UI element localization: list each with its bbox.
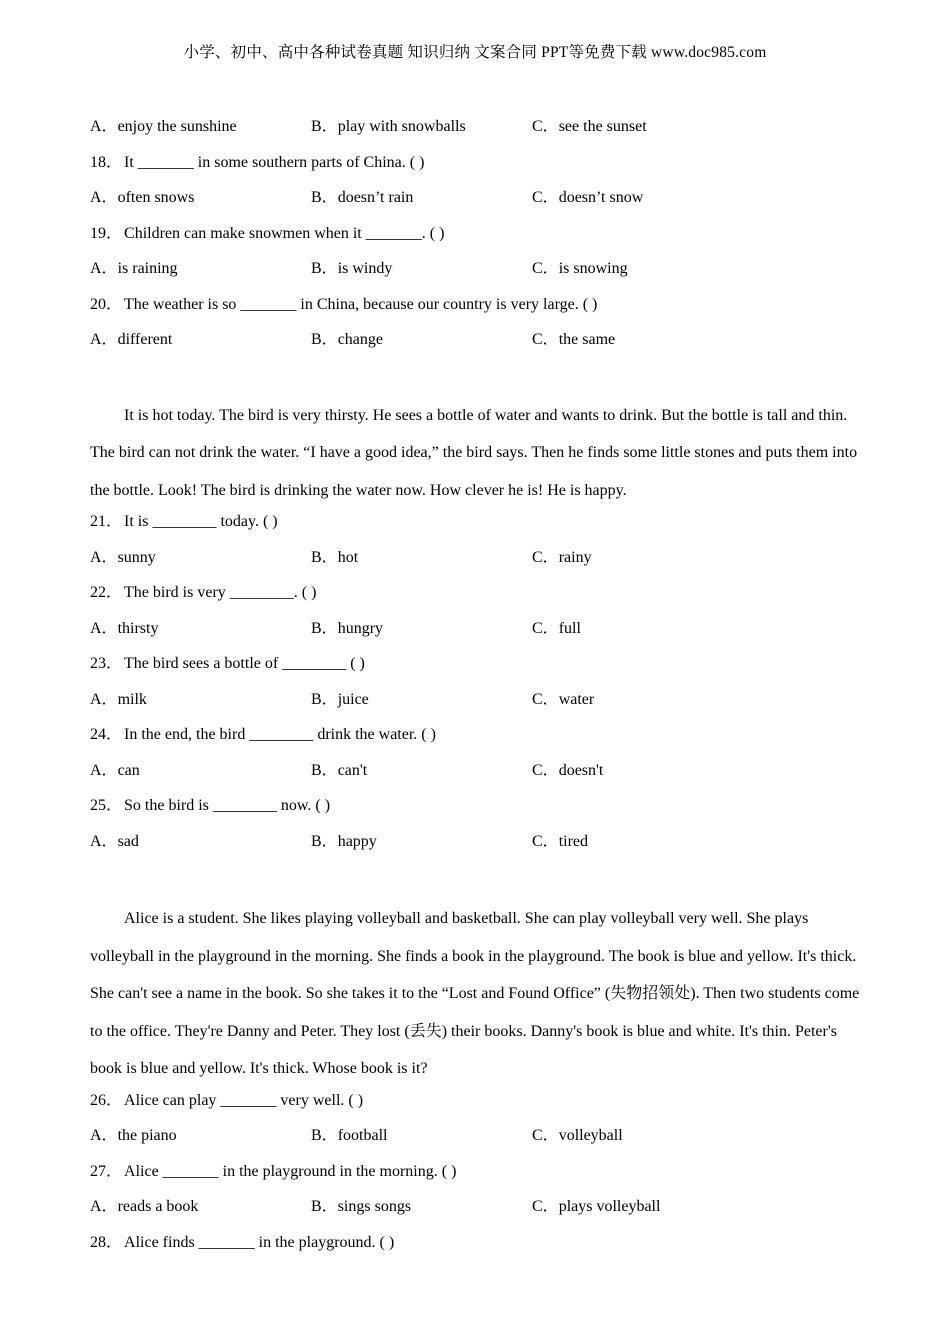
option-a[interactable]	[90, 616, 311, 652]
section-spacer	[90, 864, 870, 900]
option-c[interactable]	[532, 616, 581, 652]
option-letter: B．	[311, 331, 338, 348]
option-letter: A．	[90, 761, 118, 779]
option-text: happy	[337, 832, 377, 850]
option-c[interactable]	[532, 185, 643, 221]
question-number: 23．	[90, 655, 123, 672]
option-letter: C．	[532, 118, 559, 135]
option-letter: B．	[311, 260, 338, 277]
question-block-26	[90, 1088, 870, 1159]
option-a[interactable]	[90, 114, 311, 150]
question-number: 19．	[90, 224, 123, 242]
option-letter: A．	[90, 189, 118, 206]
question-text: The bird is very ________. ( )	[124, 584, 317, 601]
question-text: Alice finds _______ in the playground. ( )	[124, 1233, 395, 1251]
page-header: 小学、初中、高中各种试卷真题 知识归纳 文案合同 PPT等免费下载 www.doc985.com	[183, 44, 767, 61]
question-block-28	[90, 1230, 870, 1266]
question-stem	[90, 221, 870, 257]
option-c[interactable]	[532, 829, 588, 865]
question-stem	[90, 150, 870, 186]
option-a[interactable]	[90, 1123, 311, 1159]
question-text: The weather is so _______ in China, because our country is very large. ( )	[124, 295, 598, 313]
question-block-23	[90, 651, 870, 722]
question-text: Alice can play _______ very well. ( )	[124, 1091, 364, 1109]
option-letter: A．	[90, 548, 118, 566]
question-text: It is ________ today. ( )	[124, 513, 278, 530]
option-letter: A．	[90, 1127, 118, 1144]
options-row	[90, 1194, 870, 1230]
question-number: 24．	[90, 726, 123, 743]
options-row	[90, 687, 870, 723]
option-letter: A．	[90, 118, 118, 135]
question-block-25	[90, 793, 870, 864]
option-letter: C．	[532, 1198, 559, 1215]
reading-passage-alice: Alice is a student. She likes playing volleyball and basketball. She can play volleyball very well. She plays volleyball in the playground in the morning. She finds a book in the playground. The book is blue and yellow. It's thick. She can't see a name in the book. So she takes it to the “Lost and Found Office” (失物招领处). Then two students come to the office. They're Danny and Peter. They lost (丢失) their books. Danny's book is blue and white. It's thin. Peter's book is blue and yellow. It's thick. Whose book is it?	[90, 910, 860, 1077]
option-letter: A．	[90, 619, 118, 637]
question-text: In the end, the bird ________ drink the water. ( )	[124, 726, 436, 743]
option-text: thirsty	[117, 619, 159, 637]
option-letter: C．	[532, 761, 559, 779]
option-text: reads a book	[117, 1198, 199, 1215]
options-row	[90, 185, 870, 221]
option-letter: B．	[311, 118, 338, 135]
options-row	[90, 114, 870, 150]
option-letter: C．	[532, 690, 559, 708]
option-text: rainy	[558, 548, 592, 566]
option-text: juice	[337, 690, 369, 708]
option-text: milk	[117, 690, 147, 708]
option-text: tired	[558, 832, 589, 850]
option-c[interactable]	[532, 256, 628, 292]
question-stem	[90, 651, 870, 687]
question-block-18	[90, 150, 870, 221]
option-letter: B．	[311, 619, 338, 637]
option-text: hungry	[337, 619, 384, 637]
option-c[interactable]	[532, 114, 647, 150]
question-block-19	[90, 221, 870, 292]
option-a[interactable]	[90, 545, 311, 581]
option-a[interactable]	[90, 1194, 311, 1230]
option-text: volleyball	[558, 1127, 623, 1144]
question-number: 25．	[90, 797, 123, 814]
question-number: 18．	[90, 153, 123, 171]
options-row	[90, 758, 870, 794]
option-c[interactable]	[532, 327, 615, 363]
option-letter: A．	[90, 1198, 118, 1215]
option-letter: A．	[90, 832, 118, 850]
question-block-21	[90, 509, 870, 580]
question-stem	[90, 1088, 870, 1124]
option-b[interactable]	[311, 545, 532, 581]
question-block-22	[90, 580, 870, 651]
option-a[interactable]	[90, 687, 311, 723]
question-number: 20．	[90, 295, 123, 313]
option-a[interactable]	[90, 327, 311, 363]
question-number: 26．	[90, 1091, 123, 1109]
question-text: The bird sees a bottle of ________ ( )	[124, 655, 365, 672]
option-text: doesn’t rain	[337, 189, 414, 206]
option-text: play with snowballs	[337, 118, 466, 135]
options-row	[90, 545, 870, 581]
option-b[interactable]	[311, 256, 532, 292]
question-stem	[90, 1230, 870, 1266]
option-letter: C．	[532, 1127, 559, 1144]
option-text: see the sunset	[558, 118, 647, 135]
option-c[interactable]	[532, 758, 603, 794]
option-letter: A．	[90, 331, 118, 348]
option-text: is windy	[337, 260, 393, 277]
question-text: It _______ in some southern parts of China. ( )	[124, 153, 425, 171]
option-b[interactable]	[311, 1123, 532, 1159]
option-b[interactable]	[311, 185, 532, 221]
option-text: football	[337, 1127, 388, 1144]
option-text: water	[558, 690, 595, 708]
option-text: sunny	[117, 548, 156, 566]
option-b[interactable]	[311, 758, 532, 794]
option-b[interactable]	[311, 114, 532, 150]
option-text: full	[558, 619, 581, 637]
option-b[interactable]	[311, 687, 532, 723]
option-text: the same	[558, 331, 616, 348]
options-row	[90, 256, 870, 292]
option-text: can	[117, 761, 140, 779]
option-text: can't	[337, 761, 368, 779]
option-text: sad	[117, 832, 139, 850]
option-letter: B．	[311, 690, 338, 708]
question-number: 28．	[90, 1233, 123, 1251]
option-text: doesn't	[558, 761, 604, 779]
option-letter: B．	[311, 761, 338, 779]
question-stem	[90, 292, 870, 328]
options-row	[90, 829, 870, 865]
option-text: is snowing	[558, 260, 628, 277]
option-b[interactable]	[311, 327, 532, 363]
question-number: 22．	[90, 584, 123, 601]
option-text: change	[337, 331, 383, 348]
option-letter: C．	[532, 619, 559, 637]
question-stem	[90, 793, 870, 829]
options-row	[90, 327, 870, 363]
option-letter: C．	[532, 832, 559, 850]
option-letter: C．	[532, 548, 559, 566]
option-text: doesn’t snow	[558, 189, 644, 206]
option-text: often snows	[117, 189, 195, 206]
option-b[interactable]	[311, 616, 532, 652]
option-letter: C．	[532, 331, 559, 348]
option-text: hot	[337, 548, 359, 566]
option-text: plays volleyball	[558, 1198, 661, 1215]
reading-passage-bird: It is hot today. The bird is very thirsty. He sees a bottle of water and wants to drink. But the bottle is tall and thin. The bird can not drink the water. “I have a good idea,” the bird says. Then he finds some little stones and puts them into the bottle. Look! The bird is drinking the water now. How clever he is! He is happy.	[90, 406, 858, 499]
question-number: 27．	[90, 1162, 123, 1180]
question-text: Alice _______ in the playground in the morning. ( )	[124, 1162, 457, 1180]
option-c[interactable]	[532, 1194, 660, 1230]
option-b[interactable]	[311, 829, 532, 865]
option-text: is raining	[117, 260, 178, 277]
question-stem	[90, 509, 870, 545]
option-c[interactable]	[532, 545, 592, 581]
option-a[interactable]	[90, 829, 311, 865]
options-row	[90, 616, 870, 652]
options-row	[90, 1123, 870, 1159]
section-spacer	[90, 363, 870, 397]
exam-content	[90, 114, 870, 1265]
option-letter: A．	[90, 690, 118, 708]
option-a[interactable]	[90, 185, 311, 221]
option-a[interactable]	[90, 256, 311, 292]
question-block-20	[90, 292, 870, 363]
question-text: Children can make snowmen when it _______. ( )	[124, 224, 445, 242]
option-b[interactable]	[311, 1194, 532, 1230]
question-stem	[90, 580, 870, 616]
option-letter: C．	[532, 260, 559, 277]
option-text: different	[117, 331, 173, 348]
option-c[interactable]	[532, 687, 594, 723]
option-letter: B．	[311, 548, 338, 566]
question-block-27	[90, 1159, 870, 1230]
option-letter: B．	[311, 1127, 338, 1144]
option-letter: B．	[311, 189, 338, 206]
question-stem	[90, 1159, 870, 1195]
option-text: sings songs	[337, 1198, 412, 1215]
question-text: So the bird is ________ now. ( )	[124, 797, 331, 814]
option-text: enjoy the sunshine	[117, 118, 237, 135]
option-letter: A．	[90, 260, 118, 277]
question-block-24	[90, 722, 870, 793]
question-number: 21．	[90, 513, 123, 530]
option-letter: B．	[311, 1198, 338, 1215]
option-text: the piano	[117, 1127, 177, 1144]
option-letter: C．	[532, 189, 559, 206]
option-a[interactable]	[90, 758, 311, 794]
option-c[interactable]	[532, 1123, 623, 1159]
question-stem	[90, 722, 870, 758]
option-letter: B．	[311, 832, 338, 850]
